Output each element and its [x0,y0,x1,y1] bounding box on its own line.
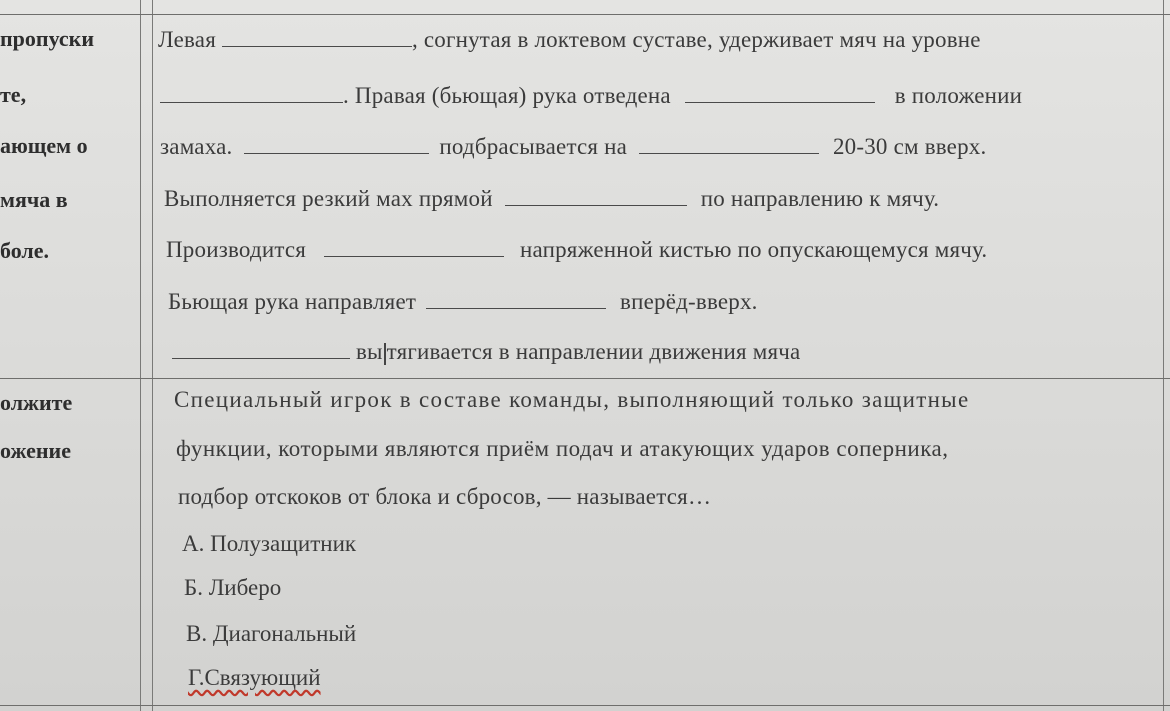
q1-label-line-4: мяча в [0,187,68,212]
answer-blank[interactable] [160,82,343,103]
q1-line-6 [168,288,758,315]
q1-label-line-3: ающем о [0,133,88,158]
answer-blank[interactable] [639,133,819,154]
q1-line-4 [164,185,939,212]
q1-text: в положении [894,83,1023,108]
answer-blank[interactable] [426,288,606,309]
q2-line-3: подбор отскоков от блока и сбросов, — называется… [178,484,712,509]
q1-text: , согнутая в локтевом суставе, удерживает мяч на уровне [411,27,981,52]
answer-blank[interactable] [222,26,412,47]
option-b[interactable]: Б. Либеро [184,575,282,600]
q2-label-line-2: ожение [0,438,71,463]
answer-blank[interactable] [685,82,875,103]
q1-text: Левая [158,27,216,52]
answer-blank[interactable] [505,185,687,206]
q1-line-5 [166,236,987,263]
answer-blank[interactable] [324,236,504,257]
q1-line-7 [172,338,800,365]
q1-text: 20-30 см вверх. [832,134,987,159]
q1-line-3 [160,133,986,160]
q1-text: тягивается в направлении движения мяча [386,339,801,364]
q1-text: Бьющая рука направляет [168,289,417,314]
q1-label-line-5: боле. [0,238,50,263]
answer-blank[interactable] [172,338,350,359]
q2-label-line-1: олжите [0,390,73,415]
top-border [0,14,1170,15]
q2-line-2: функции, которыми являются приём подач и атакующих ударов соперника, [176,436,949,461]
bottom-border [0,705,1170,706]
q1-line-2 [160,82,1022,109]
q1-text: по направлению к мячу. [700,186,940,211]
q1-text: вперёд-вверх. [620,289,758,314]
q2-line-1: Специальный игрок в составе команды, выполняющий только защитные [174,387,970,412]
option-d[interactable]: Г.Связующий [188,665,321,690]
right-border [1163,0,1164,711]
q1-text: Производится [166,237,307,262]
q1-label-line-2: те, [0,82,27,107]
q1-text: напряженной кистью по опускающемуся мячу. [519,237,988,262]
option-a[interactable]: А. Полузащитник [182,531,357,556]
text-cursor [384,343,386,365]
q1-text: замаха. [160,134,233,159]
q1-text: Выполняется резкий мах прямой [164,186,493,211]
q1-label-line-1: пропуски [0,26,95,51]
q1-text: подбрасывается на [439,134,628,159]
answer-blank[interactable] [244,133,429,154]
column-divider-2 [152,0,153,711]
column-divider-1 [140,0,141,711]
q1-text: . Правая (бьющая) рука отведена [343,83,671,108]
q1-text: вы [355,339,383,364]
q1-line-1 [158,26,981,53]
option-c[interactable]: В. Диагональный [186,621,357,646]
row-divider [0,378,1170,379]
